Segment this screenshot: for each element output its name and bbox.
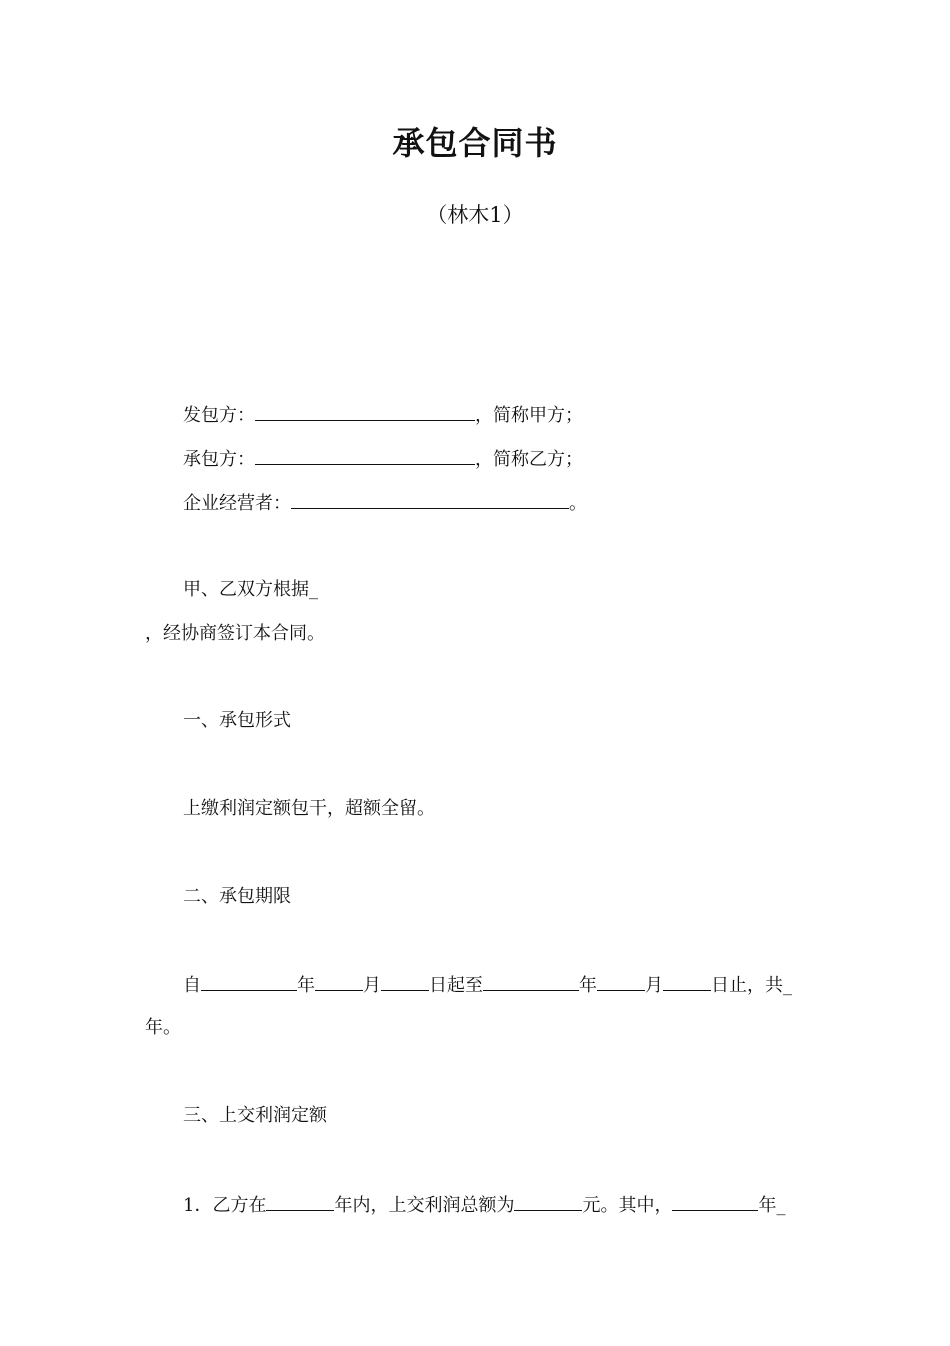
document-subtitle: （林木1） [426, 203, 524, 227]
profit-years-blank [266, 1192, 334, 1211]
term-year-label: 年 [297, 975, 315, 996]
party-employer-line [183, 402, 583, 428]
profit-item-1-mid: 年内，上交利润总额为 [334, 1195, 515, 1216]
party-employer-blank [255, 402, 475, 421]
party-manager-label: 企业经营者： [183, 493, 291, 514]
section3-heading: 三、上交利润定额 [183, 1105, 327, 1126]
profit-item-1 [183, 1192, 785, 1218]
intro-line-1: 甲、乙双方根据_ [183, 579, 318, 600]
term-end-day-blank [663, 972, 711, 991]
intro-line-2: ，经协商签订本合同。 [145, 623, 325, 644]
party-contractor-suffix: ，简称乙方； [475, 449, 583, 470]
term-line [183, 972, 792, 998]
term-start-day-blank [381, 972, 429, 991]
term-start-month-blank [315, 972, 363, 991]
party-employer-label: 发包方： [183, 405, 255, 426]
profit-total-blank [514, 1192, 582, 1211]
profit-item-1-tail: 年_ [758, 1195, 786, 1216]
profit-year-blank [672, 1192, 758, 1211]
party-manager-suffix: 。 [569, 493, 587, 514]
term-end-month-blank [597, 972, 645, 991]
party-employer-suffix: ，简称甲方； [475, 405, 583, 426]
term-start-year-blank [201, 972, 297, 991]
term-end-label: 日止，共_ [711, 975, 792, 996]
term-from-label: 自 [183, 975, 201, 996]
party-contractor-line [183, 446, 583, 472]
term-month-label: 月 [363, 975, 381, 996]
party-contractor-label: 承包方： [183, 449, 255, 470]
section2-heading: 二、承包期限 [183, 886, 291, 907]
party-contractor-blank [255, 446, 475, 465]
term-month-label-2: 月 [645, 975, 663, 996]
profit-item-1-unit: 元。其中， [582, 1195, 673, 1216]
term-line-2: 年。 [145, 1017, 181, 1038]
term-end-year-blank [483, 972, 579, 991]
party-manager-line [183, 490, 587, 516]
profit-item-1-prefix: 1．乙方在 [183, 1195, 267, 1216]
document-title: 承包合同书 [392, 124, 558, 162]
section1-body: 上缴利润定额包干，超额全留。 [183, 798, 435, 819]
party-manager-blank [291, 490, 569, 509]
term-year-label-2: 年 [579, 975, 597, 996]
section1-heading: 一、承包形式 [183, 710, 291, 731]
term-to-label: 日起至 [429, 975, 483, 996]
